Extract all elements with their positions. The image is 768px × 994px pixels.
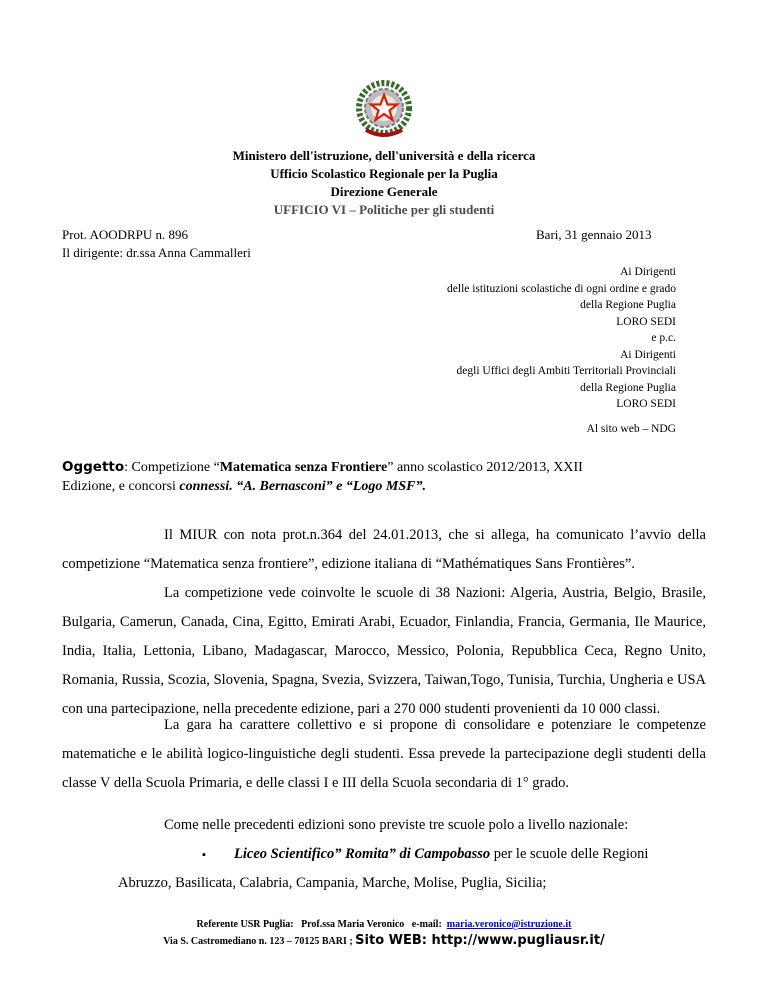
paragraph-3: La gara ha carattere collettivo e si propone di consolidare e potenziare le competenze matematiche e le abilità logico-linguistiche degli studenti. Essa prevede la partecipazione degli studenti della classe V della Scuola Primaria, e delle classi I e III della Scuola secondaria di 1° grado. bbox=[62, 717, 706, 791]
web-recipient: Al sito web – NDG bbox=[586, 423, 676, 435]
subject-label: Oggetto bbox=[62, 459, 125, 475]
recipient-line: Ai Dirigenti bbox=[620, 266, 676, 278]
paragraph-2: La competizione vede coinvolte le scuole di 38 Nazioni: Algeria, Austria, Belgio, Brasile, Bulgaria, Camerun, Canada, Cina, Egitto, Emirati Arabi, Ecuador, Finlandia, Francia, Germania, Ile Maurice, India, Italia, Lettonia, Libano, Madagascar, Marocco, Messico, Polonia, Repubblica Ceca, Regno Unito, Romania, Russia, Scozia, Slovenia, Spagna, Svezia, Svizzera, Taiwan,Togo, Tunisia, Turchia, Ungheria e USA con una partecipazione, nella precedente edizione, pari a 270 000 studenti provenienti da 10 000 classi. bbox=[62, 585, 706, 717]
bullet-item: ▪ Liceo Scientifico” Romita” di Campobasso per le scuole delle Regioni bbox=[62, 840, 706, 870]
italian-republic-emblem-icon bbox=[352, 78, 416, 142]
recipient-line: della Regione Puglia bbox=[580, 299, 676, 311]
recipient-line: e p.c. bbox=[651, 332, 676, 344]
recipient-line: degli Uffici degli Ambiti Territoriali Provinciali bbox=[456, 365, 676, 377]
bullet-continuation: Abruzzo, Basilicata, Calabria, Campania, Marche, Molise, Puglia, Sicilia; bbox=[118, 875, 547, 891]
direction-name: Direzione Generale bbox=[330, 184, 438, 199]
subject-line: Oggetto: Competizione “Matematica senza Frontiere” anno scolastico 2012/2013, XXII bbox=[62, 459, 583, 475]
unit-name: UFFICIO VI – Politiche per gli studenti bbox=[273, 202, 495, 217]
footer-contact: Referente USR Puglia: Prof.ssa Maria Veronico e-mail: maria.veronico@istruzione.it bbox=[196, 919, 572, 930]
office-name: Ufficio Scolastico Regionale per la Puglia bbox=[270, 166, 498, 181]
paragraph-4: Come nelle precedenti edizioni sono previste tre scuole polo a livello nazionale: bbox=[164, 817, 629, 833]
paragraph-1: Il MIUR con nota prot.n.364 del 24.01.2013, che si allega, ha comunicato l’avvio della competizione “Matematica senza frontiere”, edizione italiana di “Mathématiques Sans Frontières”. bbox=[62, 527, 706, 572]
recipient-line: Ai Dirigenti bbox=[620, 348, 676, 361]
place-date: Bari, 31 gennaio 2013 bbox=[536, 227, 652, 242]
bullet-marker: ▪ bbox=[202, 849, 206, 861]
recipient-line: delle istituzioni scolastiche di ogni ordine e grado bbox=[447, 282, 676, 295]
subject-line: Edizione, e concorsi connessi. “A. Bernasconi” e “Logo MSF”. bbox=[62, 479, 426, 494]
email-link[interactable]: maria.veronico@istruzione.it bbox=[446, 919, 572, 930]
protocol-number: Prot. AOODRPU n. 896 bbox=[62, 227, 189, 242]
school-name: Liceo Scientifico” Romita” di Campobasso bbox=[234, 846, 491, 862]
dirigente-name: Il dirigente: dr.ssa Anna Cammalleri bbox=[62, 245, 251, 260]
website-link[interactable]: Sito WEB: http://www.pugliausr.it/ bbox=[355, 933, 605, 948]
recipient-line: LORO SEDI bbox=[616, 315, 676, 328]
recipient-line: LORO SEDI bbox=[616, 398, 676, 410]
recipient-line: della Regione Puglia bbox=[580, 381, 676, 394]
footer-address: Via S. Castromediano n. 123 – 70125 BARI ; Sito WEB: http://www.pugliausr.it/ bbox=[163, 933, 605, 948]
ministry-name: Ministero dell'istruzione, dell'università e della ricerca bbox=[232, 148, 536, 163]
